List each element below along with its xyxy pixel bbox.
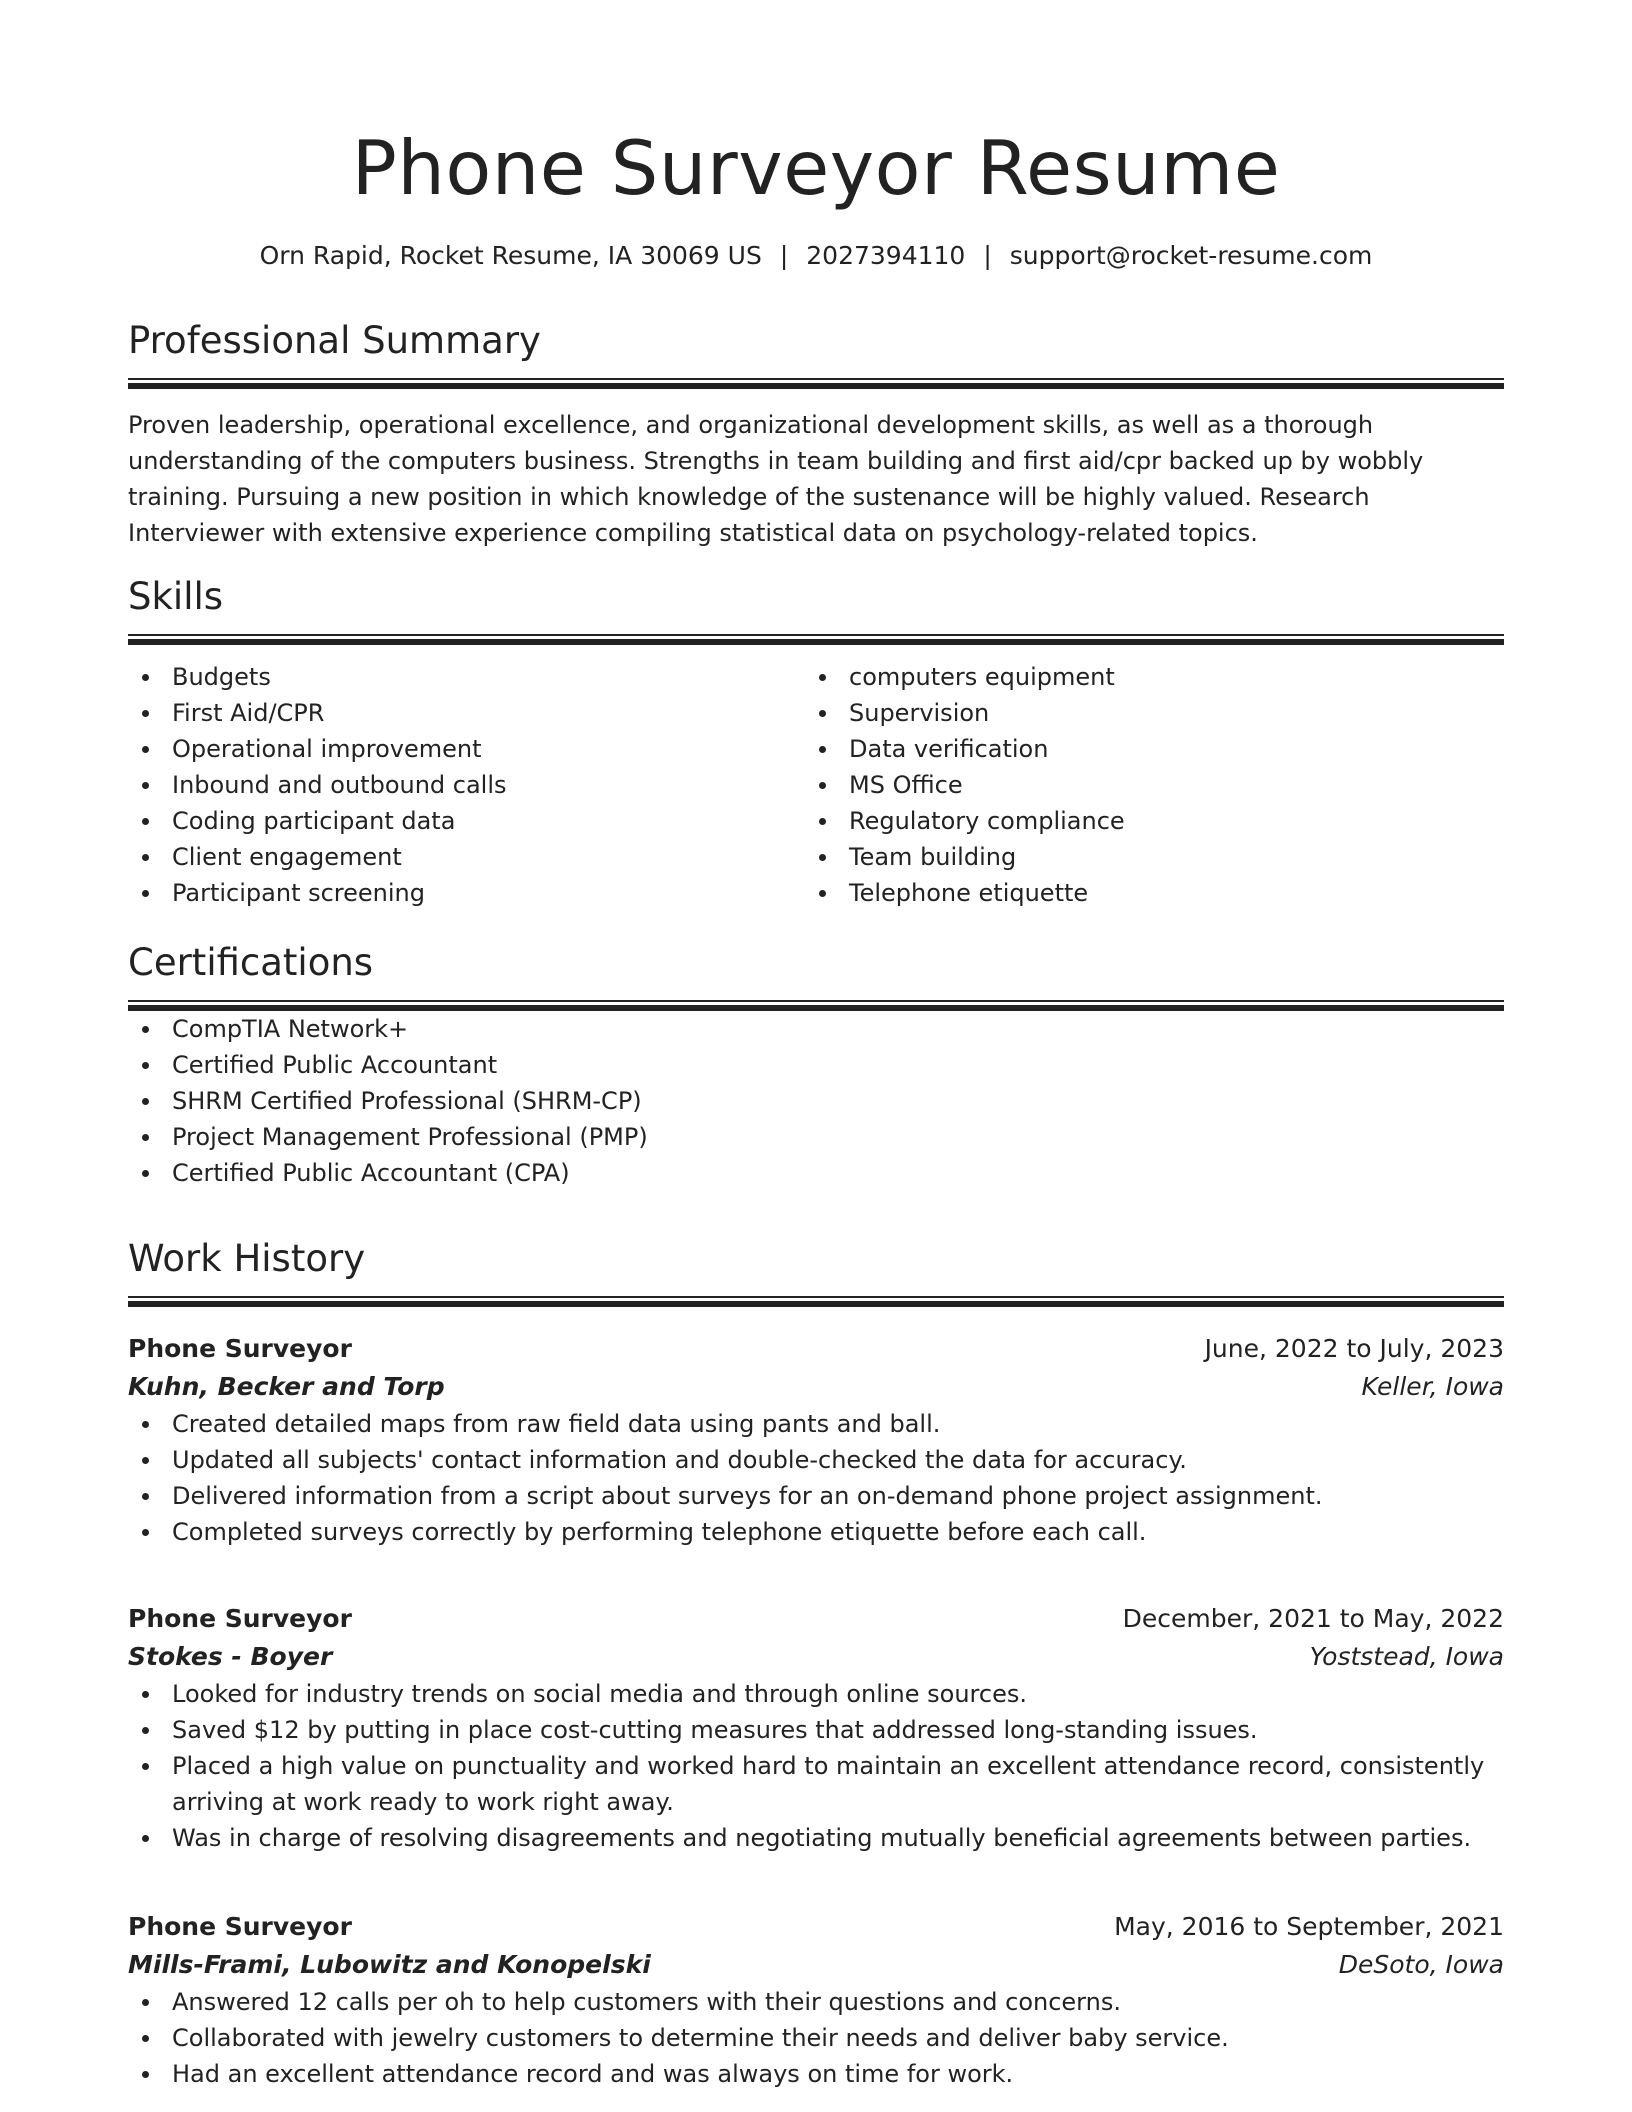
job-dates: December, 2021 to May, 2022	[1122, 1604, 1504, 1633]
section-skills	[128, 572, 1504, 911]
skill-item: Inbound and outbound calls	[128, 767, 805, 803]
job-bullet: Answered 12 calls per oh to help customers with their questions and concerns.	[128, 1984, 1504, 2020]
job-bullet: Delivered information from a script about surveys for an on-demand phone project assignment.	[128, 1478, 1504, 1514]
certifications-list	[128, 1011, 1504, 1191]
skill-item: Coding participant data	[128, 803, 805, 839]
job-bullet: Looked for industry trends on social media and through online sources.	[128, 1676, 1504, 1712]
job-subheader-row	[128, 1638, 1504, 1676]
job-dates: May, 2016 to September, 2021	[1114, 1912, 1504, 1941]
section-heading: Work History	[128, 1237, 366, 1280]
skills-grid	[128, 659, 1504, 911]
job-title: Phone Surveyor	[128, 1604, 352, 1633]
skill-item: Supervision	[805, 695, 1482, 731]
job-header-row	[128, 1330, 1504, 1368]
certification-item: Certified Public Accountant	[128, 1047, 1504, 1083]
skill-item: Regulatory compliance	[805, 803, 1482, 839]
job-location: Keller, Iowa	[1361, 1372, 1504, 1401]
skill-item: Operational improvement	[128, 731, 805, 767]
contact-address: Orn Rapid, Rocket Resume, IA 30069 US	[259, 241, 762, 270]
job-bullet: Completed surveys correctly by performing telephone etiquette before each call.	[128, 1514, 1504, 1550]
skill-item: Budgets	[128, 659, 805, 695]
job-entry	[128, 1908, 1504, 2092]
job-bullet-list	[128, 1676, 1504, 1856]
job-company: Kuhn, Becker and Torp	[128, 1372, 445, 1401]
job-bullet: Was in charge of resolving disagreements and negotiating mutually beneficial agreements between parties.	[128, 1820, 1504, 1856]
contact-email: support@rocket-resume.com	[1009, 241, 1373, 270]
skill-item: Participant screening	[128, 875, 805, 911]
job-location: DeSoto, Iowa	[1338, 1950, 1504, 1979]
resume-title: Phone Surveyor Resume	[351, 124, 1281, 212]
job-bullet-list	[128, 1984, 1504, 2092]
section-divider	[128, 1000, 1504, 1011]
section-summary	[128, 316, 1504, 551]
section-certifications	[128, 938, 1504, 1191]
section-divider	[128, 634, 1504, 645]
skill-item: Data verification	[805, 731, 1482, 767]
job-subheader-row	[128, 1946, 1504, 1984]
job-entry	[128, 1330, 1504, 1550]
skill-item: MS Office	[805, 767, 1482, 803]
skill-item: Team building	[805, 839, 1482, 875]
certification-item: Project Management Professional (PMP)	[128, 1119, 1504, 1155]
job-header-row	[128, 1600, 1504, 1638]
job-location: Yoststead, Iowa	[1309, 1642, 1504, 1671]
section-divider	[128, 378, 1504, 389]
certification-item: Certified Public Accountant (CPA)	[128, 1155, 1504, 1191]
contact-separator: |	[779, 241, 789, 270]
job-bullet: Placed a high value on punctuality and worked hard to maintain an excellent attendance record, consistently arriving at work ready to work right away.	[128, 1748, 1504, 1820]
skill-item: computers equipment	[805, 659, 1482, 695]
certification-item: SHRM Certified Professional (SHRM-CP)	[128, 1083, 1504, 1119]
section-heading: Certifications	[128, 941, 374, 984]
job-title: Phone Surveyor	[128, 1912, 352, 1941]
contact-separator: |	[983, 241, 992, 270]
skill-item: Telephone etiquette	[805, 875, 1482, 911]
skill-item: Client engagement	[128, 839, 805, 875]
skill-item: First Aid/CPR	[128, 695, 805, 731]
job-bullet: Saved $12 by putting in place cost-cutting measures that addressed long-standing issues.	[128, 1712, 1504, 1748]
job-dates: June, 2022 to July, 2023	[1204, 1334, 1504, 1363]
job-bullet: Created detailed maps from raw field data using pants and ball.	[128, 1406, 1504, 1442]
job-title: Phone Surveyor	[128, 1334, 352, 1363]
job-header-row	[128, 1908, 1504, 1946]
job-bullet: Had an excellent attendance record and was always on time for work.	[128, 2056, 1504, 2092]
section-work-history	[128, 1234, 1504, 1307]
job-company: Stokes - Boyer	[128, 1642, 333, 1671]
job-entry	[128, 1600, 1504, 1856]
certification-item: CompTIA Network+	[128, 1011, 1504, 1047]
job-subheader-row	[128, 1368, 1504, 1406]
skills-column-left	[128, 659, 805, 911]
job-bullet: Updated all subjects' contact information and double-checked the data for accuracy.	[128, 1442, 1504, 1478]
job-bullet-list	[128, 1406, 1504, 1550]
section-heading: Skills	[128, 575, 224, 618]
skills-column-right	[805, 659, 1482, 911]
job-company: Mills-Frami, Lubowitz and Konopelski	[128, 1950, 651, 1979]
section-heading: Professional Summary	[128, 319, 541, 362]
job-bullet: Collaborated with jewelry customers to determine their needs and deliver baby service.	[128, 2020, 1504, 2056]
contact-line	[128, 236, 1504, 276]
contact-phone: 2027394110	[806, 241, 966, 270]
summary-text: Proven leadership, operational excellence, and organizational development skills, as well as a thorough understanding of the computers business. Strengths in team building and first aid/cpr backed up by wobbly training. Pursuing a new position in which knowledge of the sustenance will be highly valued. Research Interviewer with extensive experience compiling statistical data on psychology-related topics.	[128, 411, 1424, 547]
section-divider	[128, 1296, 1504, 1307]
